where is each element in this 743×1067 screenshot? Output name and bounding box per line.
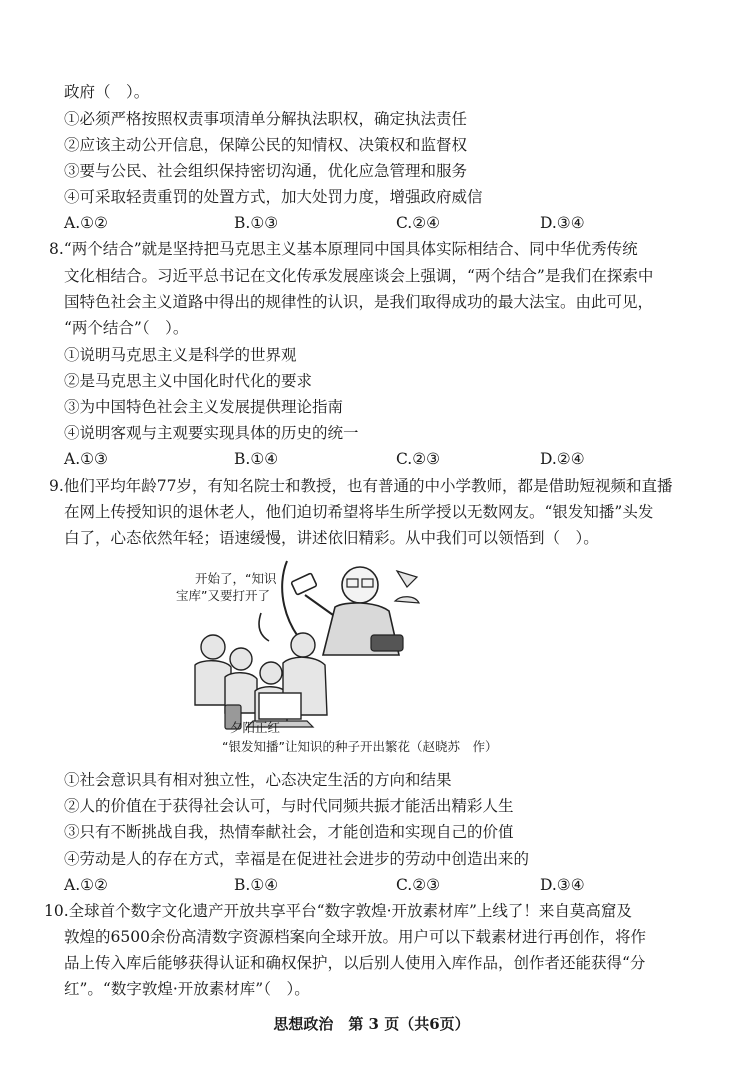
page-footer: 思想政治 第 3 页（共6页） xyxy=(273,1015,470,1033)
q10-stem-line-2: 敦煌的6500余份高清数字资源档案向全球开放。用户可以下载素材进行再创作，将作 xyxy=(64,928,646,946)
q7-stem-tail: 政府（ ）。 xyxy=(64,83,150,101)
q8-stem-line-1: 8.“两个结合”就是坚持把马克思主义基本原理同中国具体实际相结合、同中华优秀传统 xyxy=(49,240,638,258)
q10-stem-line-1: 10.全球首个数字文化遗产开放共享平台“数字敦煌·开放素材库”上线了！来自莫高窟及 xyxy=(44,902,632,920)
q8-item-4: ④说明客观与主观要实现具体的历史的统一 xyxy=(64,424,359,442)
q7-item-4: ④可采取轻责重罚的处置方式，加大处罚力度，增强政府威信 xyxy=(64,188,483,206)
q9-stem-line-1: 9.他们平均年龄77岁，有知名院士和教授，也有普通的中小学教师，都是借助短视频和直播 xyxy=(49,477,673,495)
q7-option-c: C.②④ xyxy=(396,214,441,232)
q7-options xyxy=(64,213,684,233)
q7-option-a: A.①② xyxy=(64,214,108,232)
q7-item-3: ③要与公民、社会组织保持密切沟通，优化应急管理和服务 xyxy=(64,162,468,180)
q7-item-1: ①必须严格按照权责事项清单分解执法职权，确定执法责任 xyxy=(64,110,468,128)
q8-stem-line-3: 国特色社会主义道路中得出的规律性的认识，是我们取得成功的最大法宝。由此可见， xyxy=(64,293,654,311)
q9-stem-line-3: 白了，心态依然年轻；语速缓慢，讲述依旧精彩。从中我们可以领悟到（ ）。 xyxy=(64,529,599,547)
q9-item-2: ②人的价值在于获得社会认可，与时代同频共振才能活出精彩人生 xyxy=(64,797,514,815)
q8-option-b: B.①④ xyxy=(234,450,279,468)
q7-option-b: B.①③ xyxy=(234,214,279,232)
speech-bubble-line-2: 宝库”又要打开了 xyxy=(176,588,270,603)
speech-bubble-line-1: 开始了，“知识 xyxy=(195,571,277,586)
figure-caption-subtitle: “银发知播”让知识的种子开出繁花（赵晓苏 作） xyxy=(222,739,498,754)
q8-option-d: D.②④ xyxy=(540,450,585,468)
q8-item-2: ②是马克思主义中国化时代化的要求 xyxy=(64,372,313,390)
q9-option-b: B.①④ xyxy=(234,876,279,894)
q10-stem-line-4: 红”。“数字敦煌·开放素材库”（ ）。 xyxy=(64,980,310,998)
q8-item-3: ③为中国特色社会主义发展提供理论指南 xyxy=(64,398,344,416)
q9-option-d: D.③④ xyxy=(540,876,585,894)
q9-item-3: ③只有不断挑战自我，热情奉献社会，才能创造和实现自己的价值 xyxy=(64,823,514,841)
q8-option-a: A.①③ xyxy=(64,450,108,468)
q8-stem-line-4: “两个结合”（ ）。 xyxy=(64,319,189,337)
q8-stem-line-2: 文化相结合。习近平总书记在文化传承发展座谈会上强调，“两个结合”是我们在探索中 xyxy=(64,267,654,285)
q8-options xyxy=(64,449,684,469)
q9-stem-line-2: 在网上传授知识的退休老人，他们迫切希望将毕生所学授以无数网友。“银发知播”头发 xyxy=(64,503,654,521)
q9-option-c: C.②③ xyxy=(396,876,441,894)
q7-option-d: D.③④ xyxy=(540,214,585,232)
q9-options xyxy=(64,875,684,895)
q7-item-2: ②应该主动公开信息，保障公民的知情权、决策权和监督权 xyxy=(64,136,468,154)
q9-item-1: ①社会意识具有相对独立性，心态决定生活的方向和结果 xyxy=(64,771,452,789)
q9-option-a: A.①② xyxy=(64,876,108,894)
q8-item-1: ①说明马克思主义是科学的世界观 xyxy=(64,346,297,364)
q9-item-4: ④劳动是人的存在方式，幸福是在促进社会进步的劳动中创造出来的 xyxy=(64,850,530,868)
q8-option-c: C.②③ xyxy=(396,450,441,468)
figure-caption-title: 夕阳正红 xyxy=(230,720,281,735)
q10-stem-line-3: 品上传入库后能够获得认证和确权保护，以后别人使用入库作品，创作者还能获得“分 xyxy=(64,954,646,972)
